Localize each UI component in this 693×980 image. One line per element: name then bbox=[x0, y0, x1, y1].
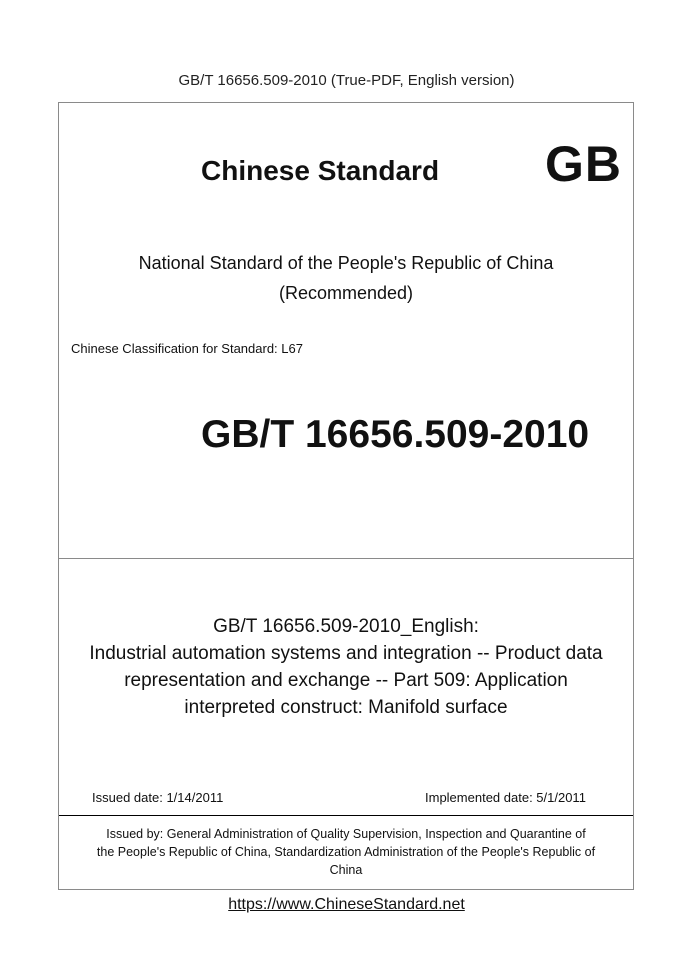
page-header: GB/T 16656.509-2010 (True-PDF, English version) bbox=[178, 72, 515, 89]
document-title bbox=[59, 613, 633, 721]
gb-mark: GB bbox=[545, 136, 622, 192]
issuer-line: China bbox=[329, 863, 363, 877]
issuer-line: Issued by: General Administration of Quality Supervision, Inspection and Quarantine of bbox=[106, 827, 586, 841]
document-title-line: interpreted construct: Manifold surface bbox=[184, 697, 508, 718]
document-title-line: representation and exchange -- Part 509: Application bbox=[124, 670, 568, 691]
document-title-line: GB/T 16656.509-2010_English: bbox=[213, 616, 479, 637]
document-title-line: Industrial automation systems and integration -- Product data bbox=[89, 643, 603, 664]
cover-title-section bbox=[59, 559, 633, 816]
issuer-line: the People's Republic of China, Standardization Administration of the People's Republic of bbox=[96, 845, 596, 859]
cover-top-section bbox=[59, 103, 633, 559]
standard-code: GB/T 16656.509-2010 bbox=[201, 413, 590, 456]
national-standard-line: National Standard of the People's Republic of China bbox=[138, 253, 554, 273]
website-link[interactable]: https://www.ChineseStandard.net bbox=[228, 896, 465, 913]
issued-date: Issued date: 1/14/2011 bbox=[92, 790, 224, 805]
classification-line: Chinese Classification for Standard: L67 bbox=[71, 341, 303, 356]
issuer-text bbox=[59, 825, 633, 879]
cover-frame bbox=[58, 102, 634, 890]
cover-title: Chinese Standard bbox=[201, 155, 440, 186]
issuer-section bbox=[59, 816, 633, 889]
recommended-line: (Recommended) bbox=[278, 283, 414, 303]
implemented-date: Implemented date: 5/1/2011 bbox=[425, 790, 586, 805]
